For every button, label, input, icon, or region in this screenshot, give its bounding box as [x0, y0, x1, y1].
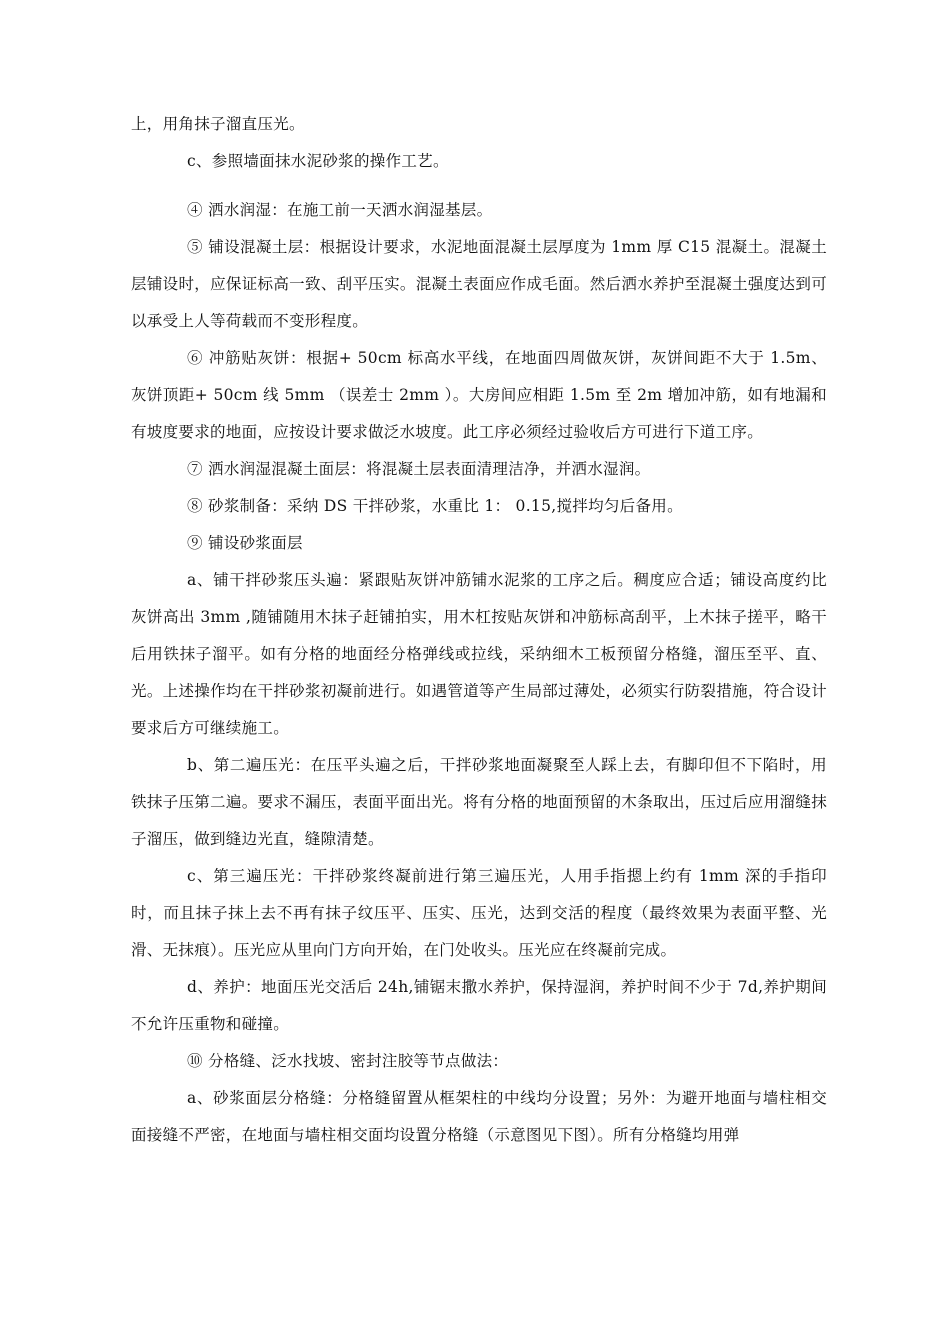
- paragraph: ④ 洒水润湿：在施工前一天洒水润湿基层。: [187, 201, 493, 219]
- paragraph: ⑩ 分格缝、泛水找坡、密封注胶等节点做法：: [187, 1052, 509, 1070]
- paragraph: ⑤ 铺设混凝土层：根据设计要求，水泥地面混凝土层厚度为 1mm 厚 C15 混凝土。混凝土层铺设时，应保证标高一致、刮平压实。混凝土表面应作成毛面。然后洒水养护至混凝土强度达到可以承受上人等荷载而不变形程度。: [131, 238, 827, 330]
- paragraph: c、参照墙面抹水泥砂浆的操作工艺。: [187, 152, 449, 170]
- paragraph: ⑧ 砂浆制备：采纳 DS 干拌砂浆，水重比 1： 0.15,搅拌均匀后备用。: [187, 497, 683, 515]
- paragraph: a、砂浆面层分格缝：分格缝留置从框架柱的中线均分设置；另外：为避开地面与墙柱相交面接缝不严密，在地面与墙柱相交面均设置分格缝（示意图见下图）。所有分格缝均用弹: [131, 1089, 827, 1144]
- paragraph: ⑨ 铺设砂浆面层: [187, 534, 303, 552]
- paragraph: ⑥ 冲筋贴灰饼：根据+ 50cm 标高水平线，在地面四周做灰饼，灰饼间距不大于 1.5m、灰饼顶距+ 50cm 线 5mm （误差士 2mm ）。大房间应相距 1.5m 至 2m 增加冲筋，如有地漏和有坡度要求的地面，应按设计要求做泛水坡度。此工序必须经过验收后方可进行下道工序。: [131, 349, 827, 441]
- paragraph: d、养护：地面压光交活后 24h,铺锯末撒水养护，保持湿润，养护时间不少于 7d,养护期间不允许压重物和碰撞。: [131, 978, 827, 1033]
- paragraph: b、第二遍压光：在压平头遍之后，干拌砂浆地面凝聚至人踩上去，有脚印但不下陷时，用铁抹子压第二遍。要求不漏压，表面平面出光。将有分格的地面预留的木条取出，压过后应用溜缝抹子溜压，做到缝边光直，缝隙清楚。: [131, 756, 827, 848]
- paragraph-gap: [131, 180, 827, 192]
- paragraph: c、第三遍压光：干拌砂浆终凝前进行第三遍压光，人用手指摁上约有 1mm 深的手指印时，而且抹子抹上去不再有抹子纹压平、压实、压光，达到交活的程度（最终效果为表面平整、光滑、无抹痕）。压光应从里向门方向开始，在门处收头。压光应在终凝前完成。: [131, 867, 827, 959]
- paragraph: 上，用角抹子溜直压光。: [131, 115, 305, 133]
- document-body: [131, 106, 827, 1154]
- paragraph: ⑦ 洒水润湿混凝土面层：将混凝土层表面清理洁净，并洒水湿润。: [187, 460, 651, 478]
- paragraph: a、铺干拌砂浆压头遍：紧跟贴灰饼冲筋铺水泥浆的工序之后。稠度应合适；铺设高度约比灰饼高出 3mm ,随铺随用木抹子赶铺拍实，用木杠按贴灰饼和冲筋标高刮平，上木抹子搓平，略干后用铁抹子溜平。如有分格的地面经分格弹线或拉线，采纳细木工板预留分格缝，溜压至平、直、光。上述操作均在干拌砂浆初凝前进行。如遇管道等产生局部过薄处，必须实行防裂措施，符合设计要求后方可继续施工。: [131, 571, 827, 737]
